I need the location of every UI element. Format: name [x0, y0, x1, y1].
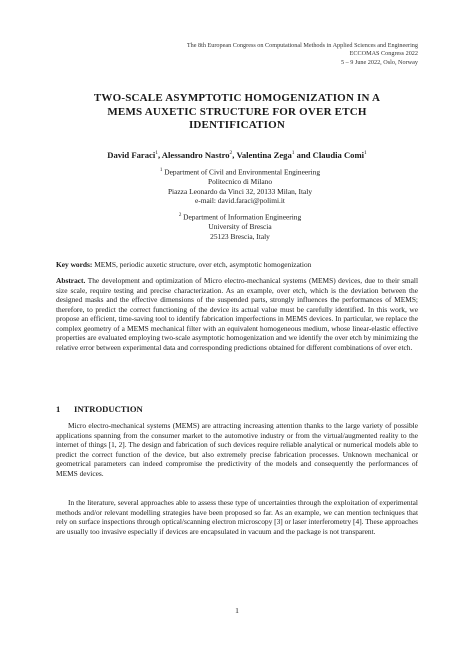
title-line-1: TWO-SCALE ASYMPTOTIC HOMOGENIZATION IN A: [93, 92, 381, 104]
affiliation-1: [100, 166, 380, 206]
affiliation-marker: 1: [159, 168, 163, 173]
affiliation-2: [100, 211, 380, 241]
author-affiliation-marker: 1: [155, 150, 158, 156]
author-separator: and: [294, 149, 313, 160]
affiliation-marker: 2: [178, 213, 182, 218]
author-name: Valentina Zega: [236, 149, 292, 160]
body-paragraph: Micro electro-mechanical systems (MEMS) are attracting increasing attention thanks to the large variety of possible applications spanning from the consumer market to the automotive industry or from the virtual/augmented reality to the internet of things [1, 2]. The design and fabrication of such devices require reliable analytical or numerical models able to predict the correct function of the device, but also extremely precise fabrication processes. Unknown mechanical or geometrical parameters can indeed compromise the predictivity of the models and consequently the performances of MEMS devices.: [56, 421, 418, 478]
author-separator: ,: [232, 149, 237, 160]
title-line-3: IDENTIFICATION: [188, 119, 286, 131]
keywords-label: Key words:: [56, 260, 93, 269]
affiliation-department: Department of Civil and Environmental Engineering: [164, 167, 321, 177]
keywords: [56, 260, 418, 270]
affiliation-address: Piazza Leonardo da Vinci 32, 20133 Milan, Italy: [167, 186, 313, 196]
author-affiliation-marker: 2: [229, 150, 233, 156]
conference-header-line-3: 5 – 9 June 2022, Oslo, Norway: [341, 58, 418, 66]
page-number: 1: [235, 606, 239, 615]
author-name: David Faraci: [107, 149, 156, 160]
keywords-text: MEMS, periodic auxetic structure, over etch, asymptotic homogenization: [94, 260, 312, 269]
author-name: Claudia Comi: [312, 149, 364, 160]
paper-title: [60, 92, 414, 133]
affiliation-email: e-mail: david.faraci@polimi.it: [195, 196, 285, 206]
author-list: [40, 148, 434, 161]
conference-header-line-2: ECCOMAS Congress 2022: [349, 50, 418, 58]
conference-header-line-1: The 8th European Congress on Computational Methods in Applied Sciences and Engineering: [186, 42, 418, 49]
affiliation-institution: Politecnico di Milano: [207, 177, 273, 187]
affiliation-department: Department of Information Engineering: [183, 212, 302, 222]
section-title: INTRODUCTION: [74, 404, 143, 414]
affiliation-institution: University of Brescia: [208, 222, 272, 232]
abstract-label: Abstract.: [56, 276, 86, 285]
affiliation-address: 25123 Brescia, Italy: [210, 231, 270, 241]
abstract-text: The development and optimization of Micro electro-mechanical systems (MEMS) devices, due to their small size scale, require testing and precise characterization. As an example, over etch, which is the deviation between the designed masks and the effective dimensions of the suspended parts, strongly influences the performances of MEMS; therefore, to predict the correct functioning of the device its actual value must be carefully identified. In this work, we propose an efficient, time-saving tool to identify fabrication imperfections in MEMS devices. In particular, we replace the complex geometry of a MEMS mechanical filter with an equivalent homogeneous medium, whose linear-elastic effective properties are evaluated employing two-scale asymptotic homogenization and we identify the over etch by minimizing the relative error between experimental data and corresponding predictions obtained for different combinations of over etch.: [56, 276, 418, 352]
author-name: Alessandro Nastro: [161, 149, 230, 160]
section-number: 1: [56, 404, 61, 414]
author-separator: ,: [157, 149, 162, 160]
abstract: [56, 276, 418, 352]
title-line-2: MEMS AUXETIC STRUCTURE FOR OVER ETCH: [107, 105, 367, 118]
author-affiliation-marker: 1: [291, 150, 295, 156]
section-heading: [56, 404, 418, 415]
author-affiliation-marker: 1: [364, 150, 367, 156]
conference-header: [98, 42, 418, 67]
body-paragraph: In the literature, several approaches able to assess these type of uncertainties through the exploitation of experimental methods and/or relevant modelling strategies have been proposed so far. As an example, we can mention techniques that rely on surface inspections through optical/scanning electron microscopy [3] or laser interferometry [4]. These approaches are usually too invasive especially if devices are encapsulated in vacuum and the package is not transparent.: [56, 498, 418, 536]
